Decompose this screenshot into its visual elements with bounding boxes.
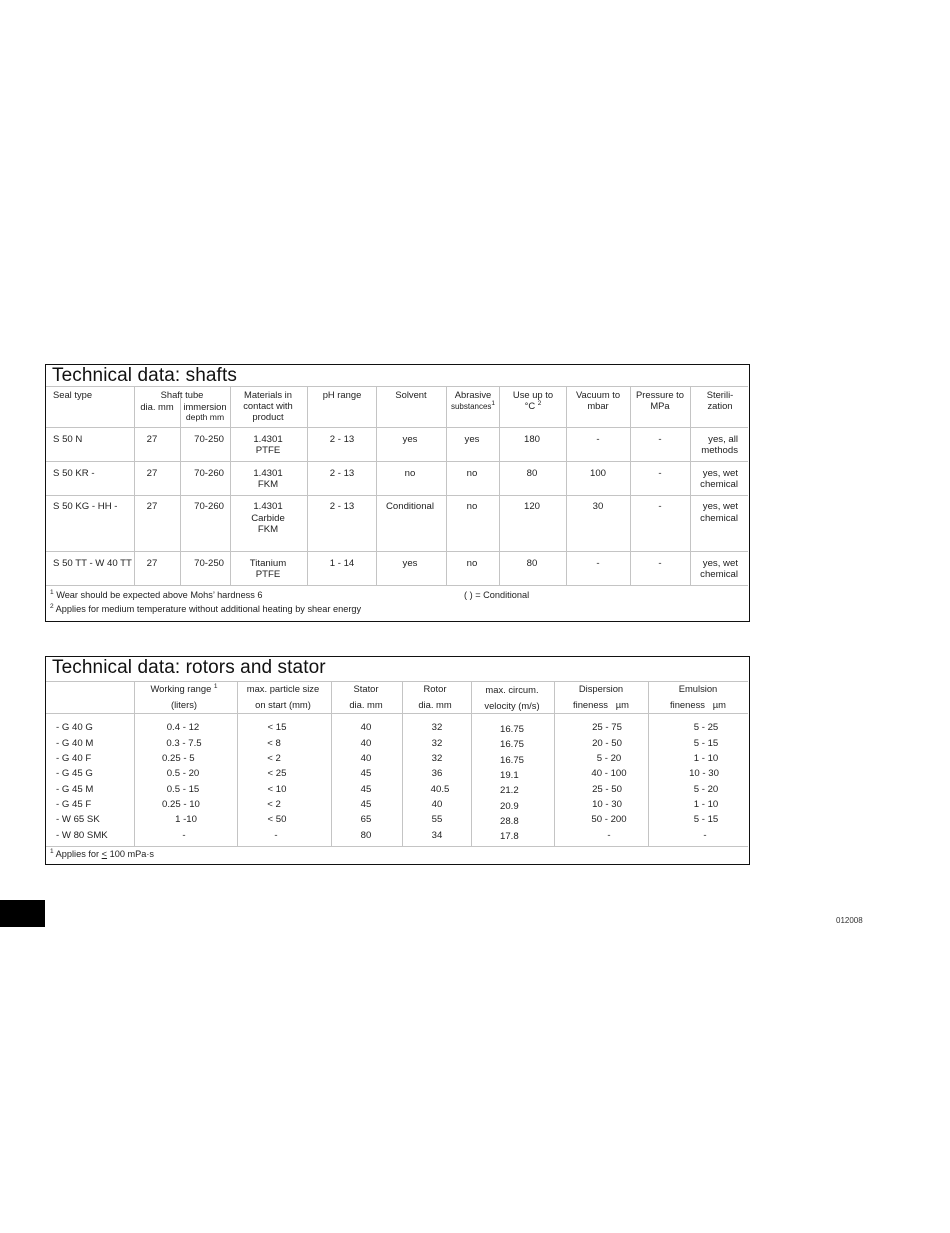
table-cell: 70-260 [194, 501, 224, 512]
divider [471, 681, 472, 846]
table-cell: FKM [257, 524, 279, 535]
table-cell: < 15 [267, 722, 287, 733]
table-cell: 25 - 75 [592, 722, 622, 733]
table-cell: chemical [700, 513, 738, 524]
header-dispersion: Dispersion [578, 683, 624, 694]
header-depth: depth mm [185, 412, 225, 422]
table-cell: 40 [431, 799, 443, 810]
header-emulsion: Emulsion [678, 683, 718, 694]
table-cell: S 50 KR - [53, 468, 95, 479]
divider [331, 681, 332, 846]
table-cell: chemical [700, 569, 738, 580]
table-cell: - [607, 830, 611, 841]
table-cell: FKM [257, 479, 279, 490]
header-pressure: Pressure to [636, 389, 684, 400]
table-cell: 1.4301 [253, 468, 283, 479]
table-cell: 27 [146, 468, 158, 479]
table-cell: 70-260 [194, 468, 224, 479]
divider [46, 551, 748, 552]
table-cell: 32 [431, 738, 443, 749]
table-cell: - [658, 434, 662, 445]
header-use-up-to: Use up to [512, 389, 554, 400]
footnote-conditional: ( ) = Conditional [464, 590, 530, 600]
divider [134, 681, 135, 846]
header-particle-size: max. particle size [246, 683, 320, 694]
divider [566, 386, 567, 585]
header-solvent: Solvent [395, 389, 427, 400]
table-cell: Conditional [385, 501, 435, 512]
table-cell: < 50 [267, 814, 287, 825]
table-cell: yes, wet [702, 468, 738, 479]
shafts-title: Technical data: shafts [52, 365, 237, 386]
header-immersion: immersion [183, 401, 227, 412]
table-cell: Carbide [251, 513, 285, 524]
table-cell: 1.4301 [253, 434, 283, 445]
table-cell: 0.5 - 20 [166, 768, 200, 779]
table-cell: no [404, 468, 416, 479]
table-cell: 36 [431, 768, 443, 779]
table-cell: - [596, 434, 600, 445]
table-cell: S 50 N [53, 434, 83, 445]
header-sterilization: Sterili- [706, 389, 734, 400]
table-cell: 70-250 [194, 434, 224, 445]
header-emulsion-unit: fineness µm [670, 699, 726, 710]
divider [46, 713, 748, 714]
table-cell: - G 40 F [56, 753, 92, 764]
table-cell: yes, all [708, 434, 738, 445]
header-dia: dia. mm [140, 401, 174, 412]
header-working-unit: (liters) [170, 699, 198, 710]
header-materials-3: product [252, 411, 284, 422]
table-cell: 40 [360, 753, 372, 764]
table-cell: 34 [431, 830, 443, 841]
table-cell: 5 - 25 [693, 722, 719, 733]
table-cell: - W 65 SK [56, 814, 100, 825]
table-cell: 0.25 - 10 [162, 799, 200, 810]
table-cell: 80 [360, 830, 372, 841]
table-cell: 120 [523, 501, 541, 512]
table-cell: 27 [146, 558, 158, 569]
header-dispersion-unit: fineness µm [573, 699, 629, 710]
table-cell: S 50 TT - W 40 TT [53, 558, 132, 569]
divider [307, 386, 308, 585]
header-stator: Stator [353, 683, 379, 694]
table-cell: - [658, 558, 662, 569]
table-cell: 2 - 13 [329, 501, 355, 512]
table-cell: yes [464, 434, 480, 445]
table-cell: 45 [360, 784, 372, 795]
divider [554, 681, 555, 846]
divider [648, 681, 649, 846]
table-cell: - [658, 501, 662, 512]
divider [237, 681, 238, 846]
header-circum-unit: velocity (m/s) [484, 700, 540, 711]
table-cell: 45 [360, 768, 372, 779]
divider [180, 398, 181, 585]
table-cell: < 2 [267, 753, 281, 764]
table-cell: 28.8 [500, 816, 519, 827]
table-cell: - G 40 M [56, 738, 94, 749]
header-pressure-unit: MPa [650, 400, 670, 411]
table-cell: 20 - 50 [592, 738, 622, 749]
table-cell: - G 45 M [56, 784, 94, 795]
header-circum: max. circum. [485, 684, 539, 695]
table-cell: 1 -10 [175, 814, 197, 825]
table-cell: 10 - 30 [689, 768, 719, 779]
table-cell: 0.4 - 12 [166, 722, 200, 733]
table-cell: - [274, 830, 278, 841]
table-cell: 40 [360, 722, 372, 733]
table-cell: 19.1 [500, 770, 519, 781]
rotors-table [45, 656, 750, 865]
divider [690, 386, 691, 585]
table-cell: 100 [589, 468, 607, 479]
table-cell: 0.5 - 15 [166, 784, 200, 795]
table-cell: < 2 [267, 799, 281, 810]
table-cell: < 25 [267, 768, 287, 779]
divider [46, 386, 748, 387]
table-cell: 2 - 13 [329, 468, 355, 479]
table-cell: yes [402, 558, 418, 569]
table-cell: - G 45 G [56, 768, 93, 779]
table-cell: 25 - 50 [592, 784, 622, 795]
table-cell: 5 - 20 [693, 784, 719, 795]
table-cell: 27 [146, 434, 158, 445]
footnote-1: $^1$ Applies for < 100 mPa·s [50, 848, 155, 859]
table-cell: 32 [431, 722, 443, 733]
header-vacuum-unit: mbar [587, 400, 609, 411]
table-cell: 5 - 20 [596, 753, 622, 764]
page-code: 012008 [836, 916, 863, 925]
header-abrasive-2: substances$^1$ [450, 400, 496, 411]
table-cell: 17.8 [500, 831, 519, 842]
table-cell: 16.75 [500, 739, 525, 750]
header-vacuum: Vacuum to [575, 389, 621, 400]
table-cell: S 50 KG - HH - [53, 501, 118, 512]
table-cell: 30 [592, 501, 604, 512]
table-cell: < 8 [267, 738, 281, 749]
table-cell: yes, wet [702, 558, 738, 569]
table-cell: yes, wet [702, 501, 738, 512]
table-cell: - [182, 830, 186, 841]
table-cell: 10 - 30 [592, 799, 622, 810]
header-sterilization-2: zation [707, 400, 733, 411]
table-cell: 65 [360, 814, 372, 825]
header-use-unit: °C $^2$ [524, 400, 542, 411]
page-edge-tab [0, 900, 45, 927]
table-cell: 50 - 200 [591, 814, 627, 825]
divider [630, 386, 631, 585]
table-cell: 20.9 [500, 801, 519, 812]
table-cell: - [658, 468, 662, 479]
divider [402, 681, 403, 846]
table-cell: 32 [431, 753, 443, 764]
table-cell: 21.2 [500, 785, 519, 796]
table-cell: 80 [526, 468, 538, 479]
divider [230, 386, 231, 585]
table-cell: yes [402, 434, 418, 445]
table-cell: no [466, 558, 478, 569]
table-cell: methods [701, 445, 738, 456]
table-cell: 80 [526, 558, 538, 569]
divider [46, 585, 748, 586]
divider [46, 495, 748, 496]
table-cell: < 10 [267, 784, 287, 795]
table-cell: 0.3 - 7.5 [166, 738, 202, 749]
table-cell: 5 - 15 [693, 814, 719, 825]
header-ph: pH range [322, 389, 362, 400]
footnote-2: $^2$ Applies for medium temperature without additional heating by shear energy [50, 603, 362, 614]
shafts-table [45, 364, 750, 622]
table-cell: no [466, 468, 478, 479]
table-cell: 40 [360, 738, 372, 749]
table-cell: 5 - 15 [693, 738, 719, 749]
footnote-1: $^1$ Wear should be expected above Mohs’ hardness 6 [50, 589, 263, 600]
table-cell: 70-250 [194, 558, 224, 569]
divider [46, 427, 748, 428]
table-cell: PTFE [255, 445, 281, 456]
header-working-range: Working range $^1$ [150, 683, 218, 694]
divider [376, 386, 377, 585]
table-cell: Titanium [249, 558, 287, 569]
rotors-title: Technical data: rotors and stator [52, 657, 326, 678]
table-cell: - W 80 SMK [56, 830, 108, 841]
table-cell: 180 [523, 434, 541, 445]
header-shaft-tube: Shaft tube [160, 389, 204, 400]
table-cell: 1 - 14 [329, 558, 355, 569]
table-cell: 1.4301 [253, 501, 283, 512]
divider [134, 386, 135, 585]
table-cell: no [466, 501, 478, 512]
table-cell: 40 - 100 [591, 768, 627, 779]
table-cell: chemical [700, 479, 738, 490]
table-cell: 27 [146, 501, 158, 512]
table-cell: - G 45 F [56, 799, 92, 810]
header-abrasive: Abrasive [454, 389, 492, 400]
header-rotor-unit: dia. mm [418, 699, 452, 710]
header-seal-type: Seal type [53, 389, 93, 400]
table-cell: 0.25 - 5 [162, 753, 195, 764]
header-particle-unit: on start (mm) [255, 699, 311, 710]
table-cell: - G 40 G [56, 722, 93, 733]
header-rotor: Rotor [423, 683, 447, 694]
table-cell: 16.75 [500, 724, 525, 735]
header-materials-2: contact with [243, 400, 293, 411]
table-cell: - [596, 558, 600, 569]
table-cell: 55 [431, 814, 443, 825]
table-cell: 1 - 10 [693, 799, 719, 810]
table-cell: 16.75 [500, 755, 525, 766]
header-stator-unit: dia. mm [349, 699, 383, 710]
divider [46, 461, 748, 462]
table-cell: 1 - 10 [693, 753, 719, 764]
table-cell: PTFE [255, 569, 281, 580]
table-cell: 40.5 [430, 784, 450, 795]
divider [46, 846, 748, 847]
header-materials: Materials in [244, 389, 292, 400]
table-cell: - [703, 830, 707, 841]
divider [46, 681, 748, 682]
divider [446, 386, 447, 585]
divider [499, 386, 500, 585]
table-cell: 45 [360, 799, 372, 810]
table-cell: 2 - 13 [329, 434, 355, 445]
